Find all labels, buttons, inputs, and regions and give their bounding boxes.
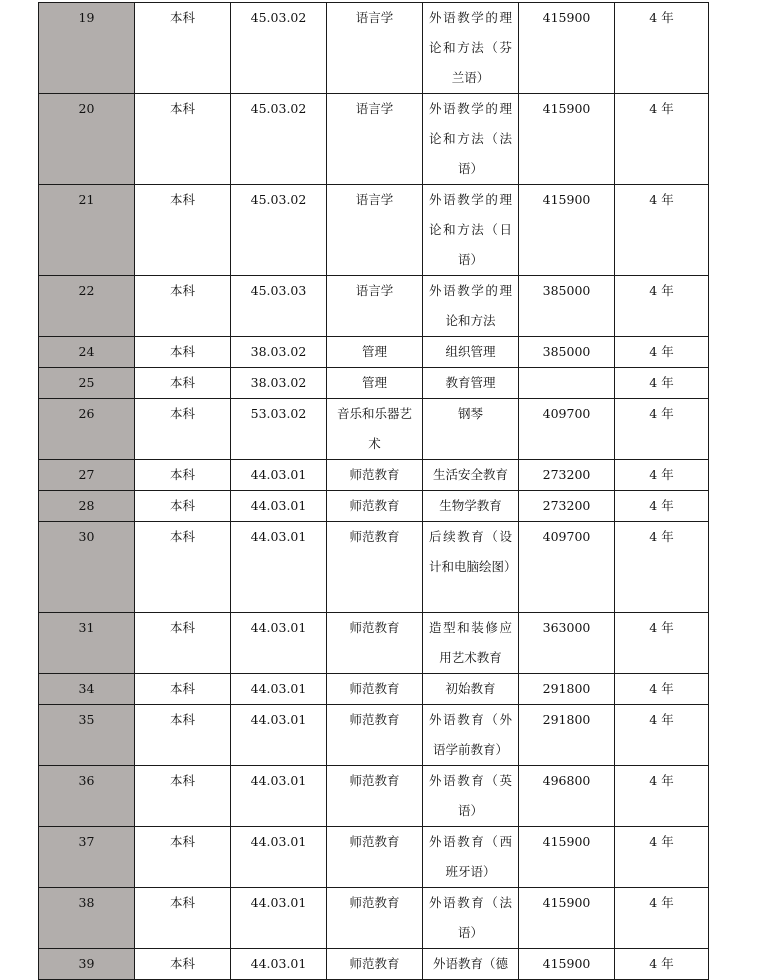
field-cell: 师范教育: [327, 949, 423, 980]
row-number-cell: 38: [39, 888, 135, 949]
level-cell: 本科: [135, 827, 231, 888]
code-cell: 44.03.01: [231, 491, 327, 522]
field-cell: 管理: [327, 368, 423, 399]
row-number-cell: 34: [39, 674, 135, 705]
table-row: [39, 613, 709, 674]
code-cell: 45.03.02: [231, 185, 327, 276]
row-number-cell: 36: [39, 766, 135, 827]
code-cell: 53.03.02: [231, 399, 327, 460]
level-cell: 本科: [135, 705, 231, 766]
major-cell: 外语教学的理论和方法（芬兰语）: [423, 3, 519, 94]
row-number-cell: 25: [39, 368, 135, 399]
table-row: [39, 3, 709, 94]
duration-cell: 4 年: [615, 674, 709, 705]
level-cell: 本科: [135, 337, 231, 368]
field-cell: 师范教育: [327, 491, 423, 522]
table-row: [39, 522, 709, 613]
field-cell: 语言学: [327, 276, 423, 337]
duration-cell: 4 年: [615, 613, 709, 674]
amount-cell: 415900: [519, 949, 615, 980]
major-cell: 外语教学的理论和方法（日语）: [423, 185, 519, 276]
document-page: [38, 2, 708, 980]
field-cell: 语言学: [327, 185, 423, 276]
major-cell: 造型和装修应用艺术教育: [423, 613, 519, 674]
level-cell: 本科: [135, 399, 231, 460]
amount-cell: 409700: [519, 399, 615, 460]
field-cell: 师范教育: [327, 888, 423, 949]
amount-cell: 385000: [519, 337, 615, 368]
code-cell: 44.03.01: [231, 827, 327, 888]
table-row: [39, 276, 709, 337]
code-cell: 38.03.02: [231, 337, 327, 368]
amount-cell: 363000: [519, 613, 615, 674]
code-cell: 45.03.02: [231, 94, 327, 185]
amount-cell: 273200: [519, 491, 615, 522]
row-number-cell: 39: [39, 949, 135, 980]
field-cell: 师范教育: [327, 460, 423, 491]
row-number-cell: 30: [39, 522, 135, 613]
major-cell: 教育管理: [423, 368, 519, 399]
field-cell: 语言学: [327, 3, 423, 94]
amount-cell: 415900: [519, 3, 615, 94]
level-cell: 本科: [135, 491, 231, 522]
row-number-cell: 37: [39, 827, 135, 888]
programs-table-body: [39, 3, 709, 980]
field-cell: 音乐和乐器艺术: [327, 399, 423, 460]
table-row: [39, 94, 709, 185]
duration-cell: 4 年: [615, 399, 709, 460]
duration-cell: 4 年: [615, 368, 709, 399]
code-cell: 44.03.01: [231, 949, 327, 980]
code-cell: 44.03.01: [231, 613, 327, 674]
code-cell: 38.03.02: [231, 368, 327, 399]
major-cell: 钢琴: [423, 399, 519, 460]
major-cell: 外语教育（德: [423, 949, 519, 980]
duration-cell: 4 年: [615, 185, 709, 276]
table-row: [39, 827, 709, 888]
major-cell: 外语教育（西班牙语）: [423, 827, 519, 888]
amount-cell: 415900: [519, 827, 615, 888]
major-cell: 外语教学的理论和方法（法语）: [423, 94, 519, 185]
table-row: [39, 705, 709, 766]
major-cell: 外语教学的理论和方法: [423, 276, 519, 337]
duration-cell: 4 年: [615, 3, 709, 94]
field-cell: 师范教育: [327, 522, 423, 613]
duration-cell: 4 年: [615, 827, 709, 888]
table-row: [39, 491, 709, 522]
code-cell: 44.03.01: [231, 705, 327, 766]
amount-cell: 291800: [519, 674, 615, 705]
amount-cell: 496800: [519, 766, 615, 827]
level-cell: 本科: [135, 766, 231, 827]
table-row: [39, 460, 709, 491]
level-cell: 本科: [135, 522, 231, 613]
major-cell: 后续教育（设计和电脑绘图）: [423, 522, 519, 613]
duration-cell: 4 年: [615, 522, 709, 613]
code-cell: 45.03.02: [231, 3, 327, 94]
duration-cell: 4 年: [615, 766, 709, 827]
level-cell: 本科: [135, 368, 231, 399]
row-number-cell: 20: [39, 94, 135, 185]
row-number-cell: 22: [39, 276, 135, 337]
table-row: [39, 185, 709, 276]
table-row: [39, 888, 709, 949]
major-cell: 外语教育（外语学前教育）: [423, 705, 519, 766]
field-cell: 管理: [327, 337, 423, 368]
row-number-cell: 19: [39, 3, 135, 94]
programs-table: [38, 2, 709, 980]
table-row: [39, 368, 709, 399]
duration-cell: 4 年: [615, 705, 709, 766]
duration-cell: 4 年: [615, 94, 709, 185]
table-row: [39, 337, 709, 368]
field-cell: 师范教育: [327, 613, 423, 674]
row-number-cell: 31: [39, 613, 135, 674]
duration-cell: 4 年: [615, 276, 709, 337]
row-number-cell: 27: [39, 460, 135, 491]
code-cell: 44.03.01: [231, 460, 327, 491]
major-cell: 生活安全教育: [423, 460, 519, 491]
code-cell: 44.03.01: [231, 674, 327, 705]
code-cell: 45.03.03: [231, 276, 327, 337]
duration-cell: 4 年: [615, 888, 709, 949]
level-cell: 本科: [135, 949, 231, 980]
row-number-cell: 24: [39, 337, 135, 368]
major-cell: 生物学教育: [423, 491, 519, 522]
level-cell: 本科: [135, 3, 231, 94]
amount-cell: [519, 368, 615, 399]
major-cell: 外语教育（英语）: [423, 766, 519, 827]
amount-cell: 291800: [519, 705, 615, 766]
duration-cell: 4 年: [615, 949, 709, 980]
amount-cell: 415900: [519, 94, 615, 185]
field-cell: 师范教育: [327, 827, 423, 888]
row-number-cell: 26: [39, 399, 135, 460]
major-cell: 组织管理: [423, 337, 519, 368]
duration-cell: 4 年: [615, 337, 709, 368]
field-cell: 师范教育: [327, 674, 423, 705]
amount-cell: 409700: [519, 522, 615, 613]
level-cell: 本科: [135, 888, 231, 949]
field-cell: 语言学: [327, 94, 423, 185]
amount-cell: 273200: [519, 460, 615, 491]
major-cell: 外语教育（法语）: [423, 888, 519, 949]
major-cell: 初始教育: [423, 674, 519, 705]
code-cell: 44.03.01: [231, 522, 327, 613]
level-cell: 本科: [135, 276, 231, 337]
level-cell: 本科: [135, 460, 231, 491]
level-cell: 本科: [135, 185, 231, 276]
amount-cell: 385000: [519, 276, 615, 337]
table-row: [39, 674, 709, 705]
row-number-cell: 28: [39, 491, 135, 522]
amount-cell: 415900: [519, 185, 615, 276]
row-number-cell: 35: [39, 705, 135, 766]
table-row: [39, 766, 709, 827]
table-row: [39, 399, 709, 460]
table-row: [39, 949, 709, 980]
level-cell: 本科: [135, 613, 231, 674]
field-cell: 师范教育: [327, 766, 423, 827]
amount-cell: 415900: [519, 888, 615, 949]
field-cell: 师范教育: [327, 705, 423, 766]
level-cell: 本科: [135, 674, 231, 705]
duration-cell: 4 年: [615, 460, 709, 491]
code-cell: 44.03.01: [231, 766, 327, 827]
code-cell: 44.03.01: [231, 888, 327, 949]
level-cell: 本科: [135, 94, 231, 185]
duration-cell: 4 年: [615, 491, 709, 522]
row-number-cell: 21: [39, 185, 135, 276]
